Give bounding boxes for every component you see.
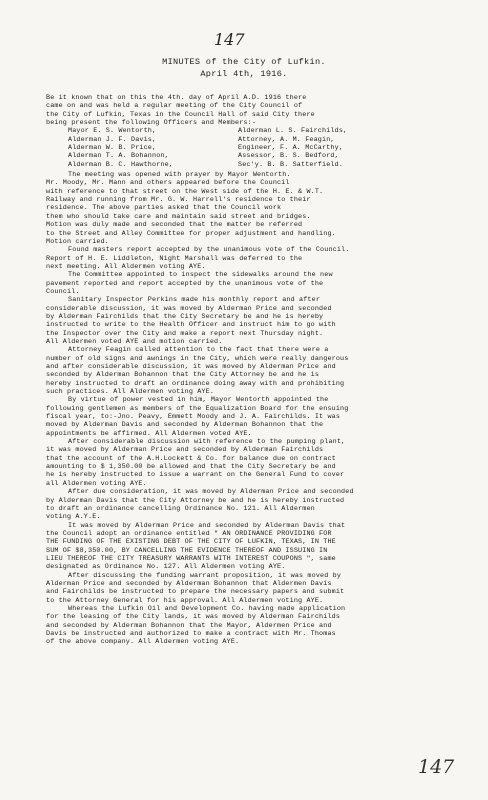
intro-line: Be it known that on this the 4th. day of April A.D. 1916 there (46, 94, 307, 102)
paragraph-line: such practices. All Aldermen voting AYE. (46, 388, 215, 397)
paragraph-line: to the Attorney General for his approval. All Aldermen voting AYE. (46, 596, 324, 605)
paragraph-line: the Inspector over the City and make a report next Thursday night. (46, 329, 324, 338)
roster-row (68, 144, 462, 152)
paragraph-line: of the above company. All Aldermen voting AYE. (46, 638, 240, 647)
paragraph-line: By virtue of power vested in him, Mayor Wentorth appointed the (68, 396, 329, 405)
paragraph-line: Whereas the Lufkin Oil and Development Co. having made application (68, 604, 346, 613)
paragraph-line: Railway and running from Mr. G. W. Harrell's residence to their (46, 196, 311, 205)
paragraph-line: the Council adopt an ordinance entitled " AN ORDINANCE PROVIDING FOR (46, 529, 332, 538)
paragraph-line: It was moved by Alderman Price and seconded by Alderman Davis that (68, 521, 346, 530)
paragraph-line: Alderman Price and seconded by Alderman Bohannon that Aldermen Davis (46, 579, 332, 588)
intro-line: the City of Lufkin, Texas in the Council Hall of said City there (46, 110, 315, 119)
intro-line: being present the following Officers and Members:- (46, 119, 257, 128)
paragraph-line: them who should take care and maintain said street and bridges. (46, 212, 311, 221)
paragraph-line: and after considerable discussion, it was moved by Alderman Price and (46, 363, 336, 371)
roster-row (68, 161, 462, 169)
paragraph-line: Attorney Feagin called attention to the fact that there were a (68, 346, 329, 355)
roster-member-right: Attorney, A. M. Feagin, (238, 135, 335, 144)
attendance-roster (46, 127, 462, 169)
roster-member-right: Assessor, B. S. Bedford, (238, 152, 339, 161)
minutes-body (46, 94, 462, 647)
minutes-paragraph (46, 171, 462, 246)
paragraph-line: and seconded by Alderman Bohannon that the Mayor, Aldermen Price and (46, 621, 332, 630)
paragraph-line: fiscal year, to:-Jno. Peavy, Emmett Moody and J. A. Fairchilds. It was (46, 413, 341, 422)
minutes-paragraphs (46, 171, 462, 647)
paragraph-line: by Alderman Davis that the City Attorney be and he is hereby instructed (46, 496, 345, 505)
intro-line: came on and was held a regular meeting of the City Council of (46, 102, 303, 111)
paragraph-line: The Committee appointed to inspect the sidewalks around the new (68, 271, 333, 280)
paragraph-line: After considerable discussion with reference to the pumping plant, (68, 438, 346, 447)
paragraph-line: Motion was duly made and seconded that the matter be referred (46, 221, 303, 230)
roster-row (68, 136, 462, 144)
paragraph-line: Council. (46, 287, 80, 296)
roster-member-right: Alderman L. S. Fairchilds, (238, 127, 348, 136)
minutes-paragraph (46, 605, 462, 647)
minutes-paragraph (46, 488, 462, 521)
minutes-paragraph (46, 522, 462, 572)
paragraph-line: that the account of the A.H.Lockett & Co. for balance due on contract (46, 454, 336, 463)
roster-member-left: Alderman B. C. Hawthorne, (68, 160, 174, 169)
paragraph-line: After discussing the funding warrant proposition, it was moved by (68, 571, 342, 580)
intro-paragraph (46, 94, 462, 127)
minutes-title: MINUTES of the City of Lufkin. (162, 57, 326, 67)
paragraph-line: to the Street and Alley Committee for proper adjustment and handling. (46, 229, 336, 238)
minutes-date: April 4th, 1916. (200, 69, 288, 79)
paragraph-line: all Aldermen voting AYE. (46, 479, 147, 488)
paragraph-line: by Alderman Fairchilds that the City Secretary be and he is hereby (46, 312, 324, 321)
minutes-paragraph (46, 572, 462, 605)
paragraph-line: residence. The above parties asked that the Council work (46, 204, 282, 213)
paragraph-line: seconded by Alderman Bohannon that the City Attorney be and he is (46, 371, 320, 380)
roster-member-right: Sec'y. B. B. Satterfield. (238, 160, 344, 169)
paragraph-line: appointments be affirmed. All Aldermen voted AYE. (46, 429, 252, 438)
roster-member-left: Alderman W. B. Price, (68, 144, 157, 153)
paragraph-line: moved by Alderman Davis and seconded by Alderman Bohannon that the (46, 421, 324, 430)
paragraph-line: and Fairchilds be instructed to prepare the necessary papers and submit (46, 588, 345, 597)
paragraph-line: voting A.Y.E. (46, 513, 101, 522)
minutes-paragraph (46, 438, 462, 488)
paragraph-line: hereby instructed to draft an ordinance doing away with and prohibiting (46, 379, 345, 388)
paragraph-line: The meeting was opened with prayer by Mayor Wentorth. (68, 171, 291, 180)
minutes-paragraph (46, 271, 462, 296)
paragraph-line: considerable discussion, it was moved by Alderman Price and seconded (46, 304, 332, 313)
paragraph-line: Report of H. E. Liddleton, Night Marshall was deferred to the (46, 254, 303, 263)
minutes-paragraph (46, 396, 462, 438)
paragraph-line: with reference to that street on the West side of the H. E. & W.T. (46, 187, 324, 196)
paragraph-line: Davis be instructed and authorized to make a contract with Mr. Thomas (46, 630, 336, 638)
roster-member-left: Mayor E. S. Wentorth, (68, 127, 157, 136)
paragraph-line: LIEU THEREOF THE CITY TREASURY WARRANTS WITH INTEREST COUPONS ", same (46, 554, 336, 563)
paragraph-line: All Aldermen voted AYE and motion carried. (46, 337, 223, 346)
paragraph-line: SUM OF $8,350.00, BY CANCELLING THE EVIDENCE THEREOF AND ISSUING IN (46, 546, 328, 555)
paragraph-line: it was moved by Alderman Price and seconded by Alderman Fairchilds (46, 446, 324, 455)
paragraph-line: After due consideration, it was moved by Alderman Price and seconded (68, 488, 354, 497)
paragraph-line: Sanitary Inspector Perkins made his monthly report and after (68, 296, 321, 305)
paragraph-line: number of old signs and awnings in the City, which were really dangerous (46, 354, 349, 363)
roster-member-right: Engineer, F. A. McCarthy, (238, 144, 344, 153)
roster-row (68, 152, 462, 160)
roster-member-left: Alderman J. F. Davis, (68, 135, 157, 144)
paragraph-line: pavement reported and report accepted by the unanimous vote of the (46, 279, 324, 288)
page-number-top: 147 (214, 30, 245, 49)
roster-row (68, 127, 462, 135)
paragraph-line: Mr. Moody, Mr. Mann and others appeared before the Council (46, 179, 290, 188)
paragraph-line: next meeting. All Aldermen voting AYE. (46, 262, 206, 271)
paragraph-line: for the leasing of the City lands, it was moved by Alderman Fairchilds (46, 613, 341, 622)
paragraph-line: Motion carried. (46, 237, 110, 246)
paragraph-line: to draft an ordinance cancelling Ordinance No. 121. All Aldermen (46, 504, 315, 513)
paragraph-line: following gentlemen as members of the Equalization Board for the ensuing (46, 404, 349, 413)
minutes-paragraph (46, 296, 462, 346)
minutes-paragraph (46, 346, 462, 396)
paragraph-line: instructed to write to the Health Officer and instruct him to go with (46, 321, 336, 330)
paragraph-line: THE FUNDING OF THE EXISTING DEBT OF THE CITY OF LUFKIN, TEXAS, IN THE (46, 538, 336, 547)
paragraph-line: he is hereby instructed to issue a warrant on the General Fund to cover (46, 471, 345, 480)
paragraph-line: amounting to $ 1,350.00 be allowed and that the City Secretary be and (46, 463, 336, 472)
paragraph-line: designated as Ordinance No. 127. All Aldermen voting AYE. (46, 563, 286, 572)
page-number-bottom: 147 (418, 756, 455, 778)
paragraph-line: Found masters report accepted by the unanimous vote of the Council. (68, 246, 350, 255)
minutes-paragraph (46, 246, 462, 271)
roster-member-left: Alderman T. A. Bohannon, (68, 152, 169, 161)
